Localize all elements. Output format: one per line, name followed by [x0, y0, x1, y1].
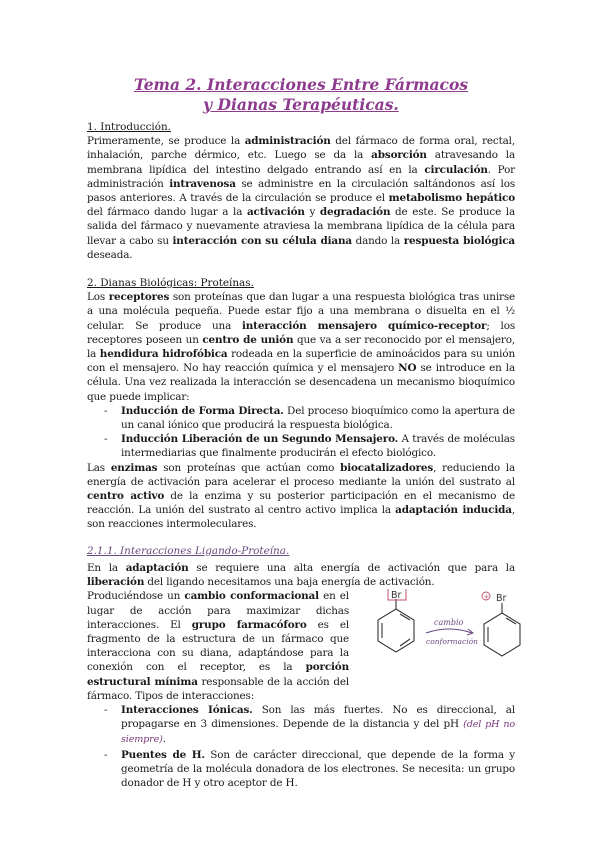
section-3-heading: 2.1.1. Interacciones Ligando-Proteína.: [87, 544, 290, 557]
conformational-change-diagram: [354, 589, 529, 679]
cyclohexadiene-ring-icon: [484, 603, 520, 656]
benzene-ring-icon: [378, 599, 414, 652]
arrow-label-line-2: conformación: [426, 637, 478, 647]
list-item: - Inducción Liberación de un Segundo Mensajero. A través de moléculas intermediarias que finalmente producirán el efecto biológico.: [87, 432, 515, 460]
annotation-note: (del pH no siempre): [121, 719, 515, 746]
arrow-label-line-1: cambio: [434, 618, 464, 628]
document-page: [87, 75, 515, 790]
section-3-paragraph-1: En la adaptación se requiere una alta energía de activación que para la liberación del ligando necesitamos una baja energía de activación.: [87, 561, 515, 589]
title-line-1: Tema 2. Interacciones Entre Fármacos: [133, 75, 469, 94]
section-1-heading: 1. Introducción.: [87, 121, 171, 133]
section-2-heading: 2. Dianas Biológicas: Proteínas.: [87, 277, 254, 290]
title-line-2: y Dianas Terapéuticas.: [203, 95, 399, 114]
document-title: [87, 75, 515, 115]
section-2-list: [87, 404, 515, 461]
pharmacophore-block: [87, 589, 515, 703]
section-2-paragraph-2: Las enzimas son proteínas que actúan como biocatalizadores, reduciendo la energía de activación para acelerar el proceso mediante la unión del sustrato al centro activo de la enzima y su posterior participación en el mecanismo de reacción. La unión del sustrato al centro activo implica la adaptación inducida, son reacciones intermoleculares.: [87, 461, 515, 531]
list-item: - Puentes de H. Son de carácter direccional, que depende de la forma y geometría de la molécula donadora de los electrones. Se necesita: un grupo donador de H y otro aceptor de H.: [87, 748, 515, 791]
section-1-paragraph: Primeramente, se produce la administración del fármaco de forma oral, rectal, inhalación, parche dérmico, etc. Luego se da la absorción atravesando la membrana lipídica del intestino delgado entrando así en la circulación. Por administración intravenosa se administre en la circulación saltándonos así los pasos anteriores. A través de la circulación se produce el metabolismo hepático del fármaco dando lugar a la activación y degradación de este. Se produce la salida del fármaco y nuevamente atraviesa la membrana lipídica de la célula para llevar a cabo su interacción con su célula diana dando la respuesta biológica deseada.: [87, 135, 516, 261]
list-item: - Inducción de Forma Directa. Del proceso bioquímico como la apertura de un canal iónico que producirá la respuesta biológica.: [87, 404, 515, 432]
molecule-sketch: [354, 589, 529, 679]
section-3-paragraph-2: Produciéndose un cambio conformacional en el lugar de acción para maximizar dichas interacciones. El grupo farmacóforo es el fragmento de la estructura de un fármaco que interacciona con su diana, adaptándose para la conexión con el receptor, es la porción estructural mínima responsable de la acción del fármaco. Tipos de interacciones:: [87, 590, 349, 702]
bromine-label-right: Br: [496, 593, 507, 605]
section-2-paragraph-1: Los receptores son proteínas que dan lugar a una respuesta biológica tras unirse a una molécula pequeña. Puede estar fijo a una membrana o disuelta en el ½ celular. Se produce una interacción mensajero químico-receptor; los receptores poseen un centro de unión que va a ser reconocido por el mensajero, la hendidura hidrofóbica rodeada en la superficie de aminoácidos para su unión con el mensajero. No hay reacción química y el mensajero NO se introduce en la célula. Una vez realizada la interacción se desencadena un mecanismo bioquímico que puede implicar:: [87, 291, 516, 403]
plus-charge-label: +: [483, 593, 490, 602]
arrow-icon: [426, 629, 472, 633]
bromine-label-left: Br: [391, 590, 402, 602]
section-3-list: [87, 703, 515, 790]
list-item: - Interacciones Iónicas. Son las más fuertes. No es direccional, al propagarse en 3 dimensiones. Depende de la distancia y del pH (del pH no siempre).: [87, 703, 515, 748]
